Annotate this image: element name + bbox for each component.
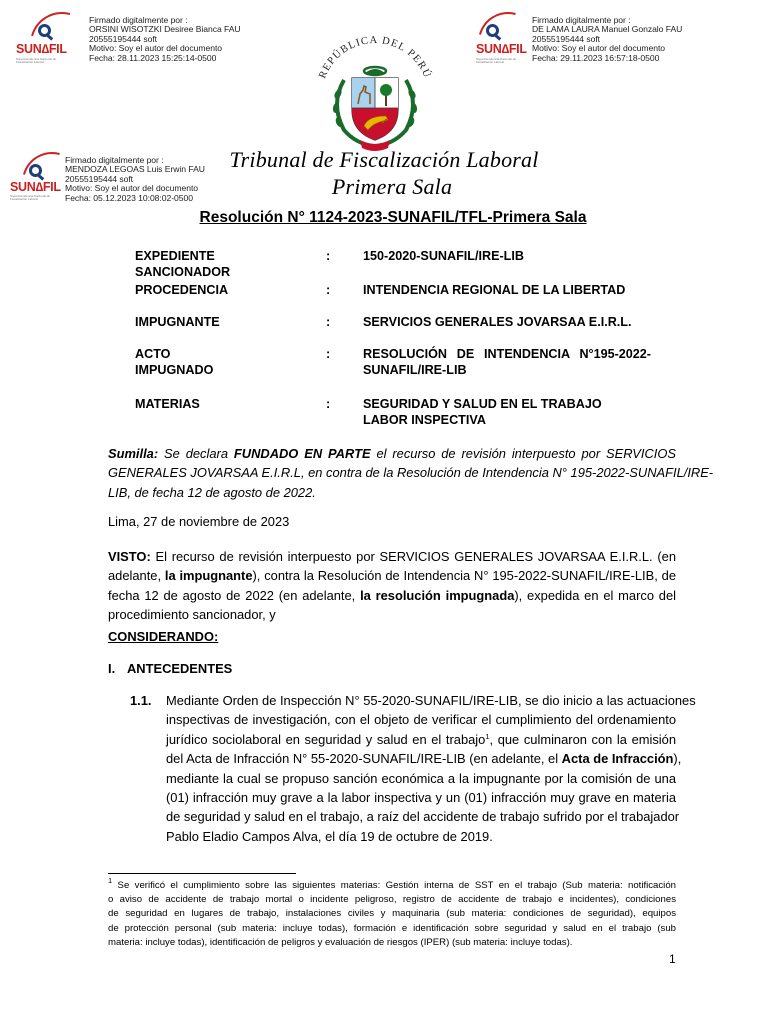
sumilla-label: Sumilla: [108,446,159,461]
meta-colon: : [326,283,331,297]
page-number: 1 [669,952,676,966]
digital-signature-2: SUN∆FIL Superintendencia Nacional de Fiscalización Laboral Firmado digitalmente por : DE LAMA LAURA Manuel Gonzalo FAU 20555195444 soft Motivo: Soy el autor del documento Fecha: 29.11.2023 16:57:18-0500 [470,8,710,70]
signature-text: Firmado digitalmente por : MENDOZA LEGOAS Luis Erwin FAU 20555195444 soft Motivo: Soy el autor del documento Fecha: 05.12.2023 10:08:02-0500 [65,155,205,203]
coat-of-arms [308,24,442,156]
meta-value: SEGURIDAD Y SALUD EN EL TRABAJO LABOR INSPECTIVA [363,397,602,427]
crest-arc-text: REPÚBLICA DEL PERÚ [317,34,433,81]
meta-label: PROCEDENCIA [135,283,229,297]
visto-paragraph: VISTO: El recurso de revisión interpuesto por SERVICIOS GENERALES JOVARSAA E.I.R.L. (en adelante, la impugnante), contra la Resolución de Intendencia N° 195-2022-SUNAFIL/IRE-LIB, de fecha 12 de agosto de 2022 (en adelante, la resolución impugnada), expedida en el marco del procedimiento sancionador, y [108,549,676,623]
considerando-heading: CONSIDERANDO: [108,629,219,644]
footnote-ref: 1 [485,731,490,741]
footnote: $^1$ Se verificó el cumplimiento sobre las siguientes materias: Gestión interna de SST en el trabajo (Sub materia: notificación o aviso de accidente de trabajo mortal o incidente peligroso, registro de accidente de trabajo e incidentes), condiciones de seguridad en lugares de trabajo, instalaciones civiles y maquinaria (sub materia: condiciones de seguridad), equipos de protección personal (sub materia: incluye todas), formación e identificación sobre seguridad y salud en el trabajo (sub materia: incluye todas), identificación de peligros y evaluación de riesgos (IPER) (sub materia: incluye todas). [108,876,676,948]
sumilla-verdict: FUNDADO EN PARTE [233,446,371,461]
visto-label: VISTO: [108,549,151,564]
date-line: Lima, 27 de noviembre de 2023 [108,514,290,529]
section-number: I. [108,661,116,676]
peru-coat-of-arms-icon [308,24,442,156]
footnote-separator [108,873,296,874]
signature-text: Firmado digitalmente por : ORSINI WISOTZKI Desiree Bianca FAU 20555195444 soft Motivo: Soy el autor del documento Fecha: 28.11.2023 15:25:14-0500 [89,15,241,63]
meta-colon: : [326,347,331,361]
meta-value: RESOLUCIÓN DE INTENDENCIA N°195-2022- SUNAFIL/IRE-LIB [363,347,651,377]
section-heading [108,659,233,678]
resolution-number: Resolución N° 1124-2023-SUNAFIL/TFL-Primera Sala [199,209,587,226]
chamber-name: Primera Sala [331,174,453,199]
digital-signature-3: SUN∆FIL Superintendencia Nacional de Fiscalización Laboral Firmado digitalmente por : MENDOZA LEGOAS Luis Erwin FAU 20555195444 soft Motivo: Soy el autor del documento Fecha: 05.12.2023 10:08:02-0500 [4,150,254,208]
signature-text: Firmado digitalmente por : DE LAMA LAURA Manuel Gonzalo FAU 20555195444 soft Motivo: Soy el autor del documento Fecha: 29.11.2023 16:57:18-0500 [532,15,683,63]
sumilla: Sumilla: Se declara FUNDADO EN PARTE el recurso de revisión interpuesto por SERVICIOS GENERALES JOVARSAA E.I.R.L, en contra de la Resolución de Intendencia N° 195-2022-SUNAFIL/IRE- LIB, de fecha 12 de agosto de 2022. [108,446,714,500]
item-number: 1.1. [130,693,152,708]
meta-value: INTENDENCIA REGIONAL DE LA LIBERTAD [363,283,626,297]
meta-label: MATERIAS [135,397,200,411]
meta-colon: : [326,249,331,263]
item-paragraph: Mediante Orden de Inspección N° 55-2020-SUNAFIL/IRE-LIB, se dio inicio a las actuaciones inspectivas de investigación, con el objeto de verificar el cumplimiento del ordenamiento jurídico sociolaboral en seguridad y salud en el trabajo$^1$, que culminaron con la emisión del Acta de Infracción N° 55-2020-SUNAFIL/IRE-LIB (en adelante, el Acta de Infracción), mediante la cual se propuso sanción económica a la impugnante por la comisión de una (01) infracción muy grave a la labor inspectiva y un (01) infracción muy grave en materia de seguridad y salud en el trabajo, a raíz del accidente de trabajo sufrido por el trabajador Pablo Eladio Campos Alva, el día 19 de octubre de 2019. [166,693,696,844]
footnote-mark: 1 [108,876,113,885]
meta-value: SERVICIOS GENERALES JOVARSAA E.I.R.L. [363,315,632,329]
meta-label: IMPUGNANTE [135,315,220,329]
meta-label: ACTO IMPUGNADO [135,347,214,377]
section-title: ANTECEDENTES [127,661,233,676]
meta-colon: : [326,397,331,411]
court-name: Tribunal de Fiscalización Laboral [229,147,539,172]
meta-label: EXPEDIENTE SANCIONADOR [135,249,231,279]
meta-value: 150-2020-SUNAFIL/IRE-LIB [363,249,524,263]
digital-signature-1: SUN∆FIL Superintendencia Nacional de Fiscalización Laboral Firmado digitalmente por : ORSINI WISOTZKI Desiree Bianca FAU 20555195444 soft Motivo: Soy el autor del documento Fecha: 28.11.2023 15:25:14-0500 [10,8,270,70]
meta-colon: : [326,315,331,329]
